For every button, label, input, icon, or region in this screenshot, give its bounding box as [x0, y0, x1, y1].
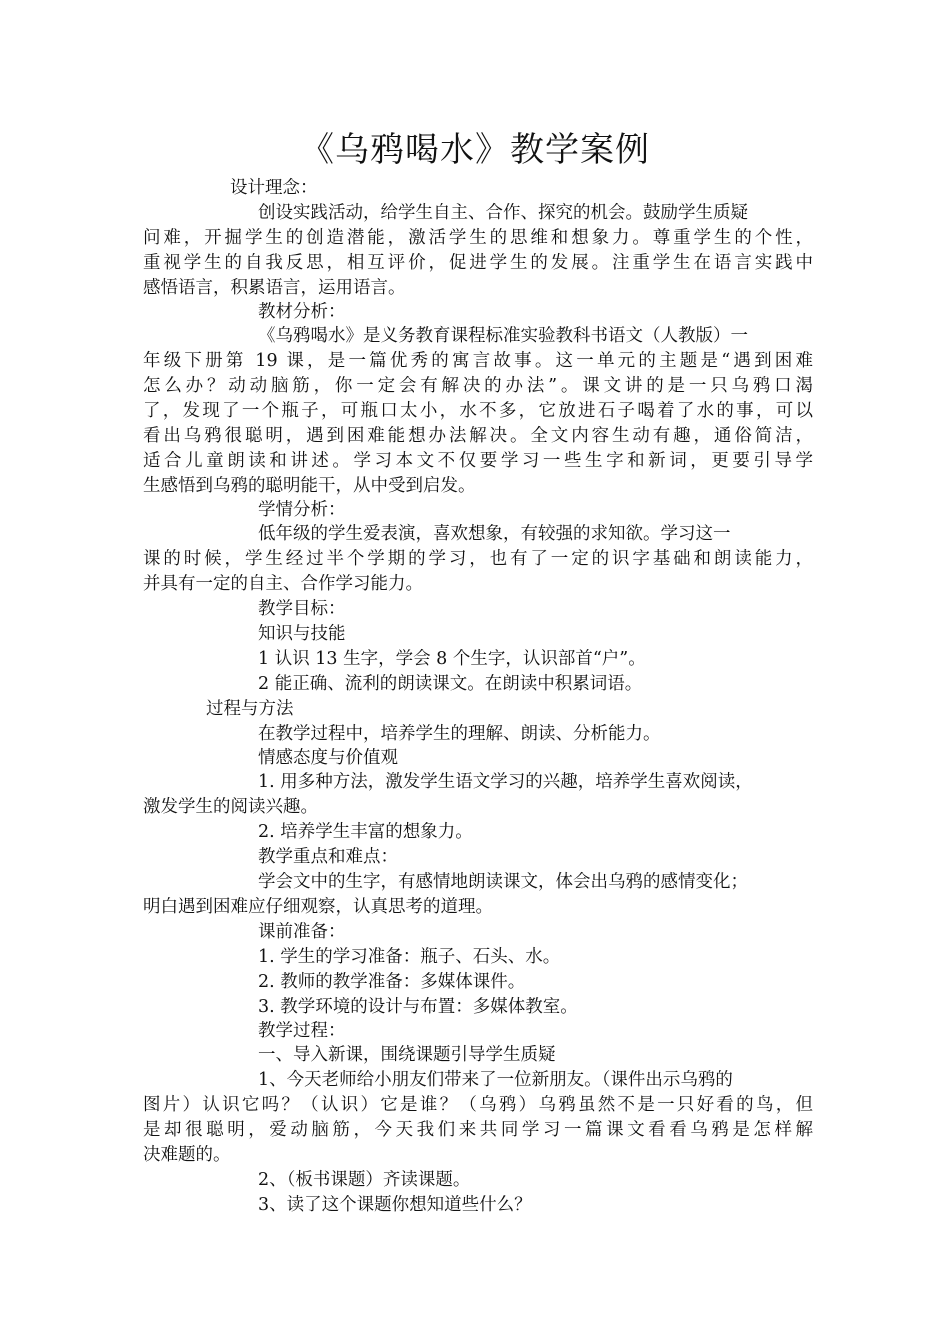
list-item: 3、读了这个课题你想知道些什么？: [258, 1195, 532, 1215]
paragraph-line: 并具有一定的自主、合作学习能力。: [143, 574, 423, 594]
paragraph-line: 1、今天老师给小朋友们带来了一位新朋友。（课件出示乌鸦的: [258, 1070, 733, 1090]
list-item: 2 能正确、流利的朗读课文。在朗读中积累词语。: [258, 674, 643, 694]
section-heading-key-points: 教学重点和难点：: [258, 847, 398, 867]
section-heading-teaching-process: 教学过程：: [258, 1021, 346, 1041]
paragraph-line: 生感悟到乌鸦的聪明能干，从中受到启发。: [143, 476, 476, 496]
paragraph-line: 决难题的。: [143, 1145, 231, 1165]
list-item: 2. 教师的教学准备：多媒体课件。: [258, 972, 526, 992]
paragraph-line: 低年级的学生爱表演，喜欢想象，有较强的求知欲。学习这一: [258, 524, 731, 544]
list-item: 2、（板书课题）齐读课题。: [258, 1170, 471, 1190]
paragraph-line: 图片）认识它吗？（认识）它是谁？（乌鸦）乌鸦虽然不是一只好看的鸟，但: [143, 1095, 813, 1115]
paragraph-line: 看出乌鸦很聪明，遇到困难能想办法解决。全文内容生动有趣，通俗简洁，: [143, 426, 813, 446]
paragraph-line: 重视学生的自我反思，相互评价，促进学生的发展。注重学生在语言实践中: [143, 253, 813, 273]
section-heading-teaching-goals: 教学目标：: [258, 599, 346, 619]
paragraph-line: 是却很聪明，爱动脑筋，今天我们来共同学习一篇课文看看乌鸦是怎样解: [143, 1120, 813, 1140]
section-heading-design-concept: 设计理念：: [230, 178, 318, 198]
paragraph-line: 在教学过程中，培养学生的理解、朗读、分析能力。: [258, 724, 661, 744]
list-item: 3. 教学环境的设计与布置：多媒体教室。: [258, 997, 578, 1017]
list-item: 2. 培养学生丰富的想象力。: [258, 822, 473, 842]
section-heading-preparation: 课前准备：: [258, 922, 346, 942]
document-title: 《乌鸦喝水》教学案例: [300, 130, 650, 170]
list-item: 1. 学生的学习准备：瓶子、石头、水。: [258, 947, 561, 967]
subheading-emotion-values: 情感态度与价值观: [258, 748, 398, 768]
paragraph-line: 怎么办？动动脑筋，你一定会有解决的办法”。课文讲的是一只乌鸦口渴: [143, 376, 813, 396]
paragraph-line: 年级下册第 19 课，是一篇优秀的寓言故事。这一单元的主题是“遇到困难: [143, 351, 813, 371]
paragraph-line: 课的时候，学生经过半个学期的学习，也有了一定的识字基础和朗读能力，: [143, 549, 813, 569]
list-item: 1 认识 13 生字，学会 8 个生字，认识部首“户”。: [258, 649, 646, 669]
paragraph-line: 感悟语言，积累语言，运用语言。: [143, 278, 406, 298]
subheading-step-one: 一、导入新课，围绕课题引导学生质疑: [258, 1045, 556, 1065]
section-heading-student-analysis: 学情分析：: [258, 500, 346, 520]
paragraph-line: 明白遇到困难应仔细观察，认真思考的道理。: [143, 897, 493, 917]
subheading-process-method: 过程与方法: [206, 699, 294, 719]
paragraph-line: 问难，开掘学生的创造潜能，激活学生的思维和想象力。尊重学生的个性，: [143, 228, 813, 248]
section-heading-material-analysis: 教材分析：: [258, 302, 346, 322]
paragraph-line: 创设实践活动，给学生自主、合作、探究的机会。鼓励学生质疑: [258, 203, 748, 223]
paragraph-line: 《乌鸦喝水》是义务教育课程标准实验教科书语文（人教版）一: [258, 326, 748, 346]
paragraph-line: 激发学生的阅读兴趣。: [143, 797, 318, 817]
list-item: 1. 用多种方法，激发学生语文学习的兴趣，培养学生喜欢阅读，: [258, 772, 753, 792]
paragraph-line: 适合儿童朗读和讲述。学习本文不仅要学习一些生字和新词，更要引导学: [143, 451, 813, 471]
paragraph-line: 了，发现了一个瓶子，可瓶口太小，水不多，它放进石子喝着了水的事，可以: [143, 401, 813, 421]
subheading-knowledge-skills: 知识与技能: [258, 624, 346, 644]
paragraph-line: 学会文中的生字，有感情地朗读课文，体会出乌鸦的感情变化；: [258, 872, 748, 892]
